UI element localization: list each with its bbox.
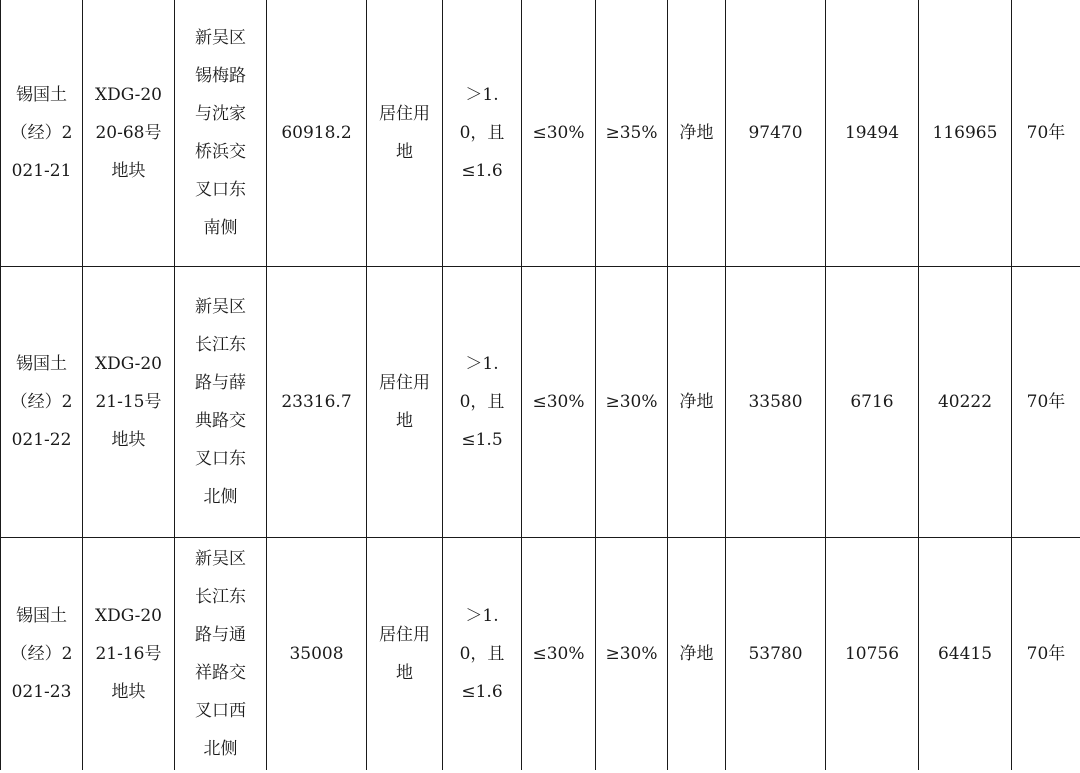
floor-area-ratio-cell: ＞1.0，且≤1.6 (443, 538, 522, 771)
location-cell: 新吴区长江东路与薛典路交叉口东北侧 (175, 267, 267, 538)
table-row (1, 267, 1080, 538)
term-cell: 70年 (1012, 267, 1080, 538)
building-density-cell: ≤30% (522, 538, 596, 771)
floor-area-ratio-cell: ＞1.0，且≤1.6 (443, 0, 522, 267)
usage-cell: 居住用地 (367, 0, 443, 267)
parcel-code-cell: XDG-2020-68号地块 (83, 0, 175, 267)
parcel-code-cell: XDG-2021-16号地块 (83, 538, 175, 771)
value-2-cell: 10756 (826, 538, 919, 771)
parcel-id-cell: 锡国土（经）2021-22 (1, 267, 83, 538)
green-rate-cell: ≥35% (596, 0, 668, 267)
building-density-cell: ≤30% (522, 0, 596, 267)
value-1-cell: 33580 (726, 267, 826, 538)
parcel-id-cell: 锡国土（经）2021-21 (1, 0, 83, 267)
value-3-cell: 64415 (919, 538, 1012, 771)
floor-area-ratio-cell: ＞1.0，且≤1.5 (443, 267, 522, 538)
usage-cell: 居住用地 (367, 538, 443, 771)
area-cell: 35008 (267, 538, 367, 771)
location-cell: 新吴区锡梅路与沈家桥浜交叉口东南侧 (175, 0, 267, 267)
building-density-cell: ≤30% (522, 267, 596, 538)
value-3-cell: 116965 (919, 0, 1012, 267)
usage-cell: 居住用地 (367, 267, 443, 538)
term-cell: 70年 (1012, 0, 1080, 267)
parcel-code-cell: XDG-2021-15号地块 (83, 267, 175, 538)
value-1-cell: 97470 (726, 0, 826, 267)
area-cell: 23316.7 (267, 267, 367, 538)
value-2-cell: 6716 (826, 267, 919, 538)
table-row (1, 0, 1080, 267)
green-rate-cell: ≥30% (596, 538, 668, 771)
land-condition-cell: 净地 (668, 267, 726, 538)
land-condition-cell: 净地 (668, 538, 726, 771)
parcel-id-cell: 锡国土（经）2021-23 (1, 538, 83, 771)
term-cell: 70年 (1012, 538, 1080, 771)
location-cell: 新吴区长江东路与通祥路交叉口西北侧 (175, 538, 267, 771)
value-1-cell: 53780 (726, 538, 826, 771)
area-cell: 60918.2 (267, 0, 367, 267)
value-2-cell: 19494 (826, 0, 919, 267)
green-rate-cell: ≥30% (596, 267, 668, 538)
value-3-cell: 40222 (919, 267, 1012, 538)
table-row (1, 538, 1080, 771)
land-condition-cell: 净地 (668, 0, 726, 267)
